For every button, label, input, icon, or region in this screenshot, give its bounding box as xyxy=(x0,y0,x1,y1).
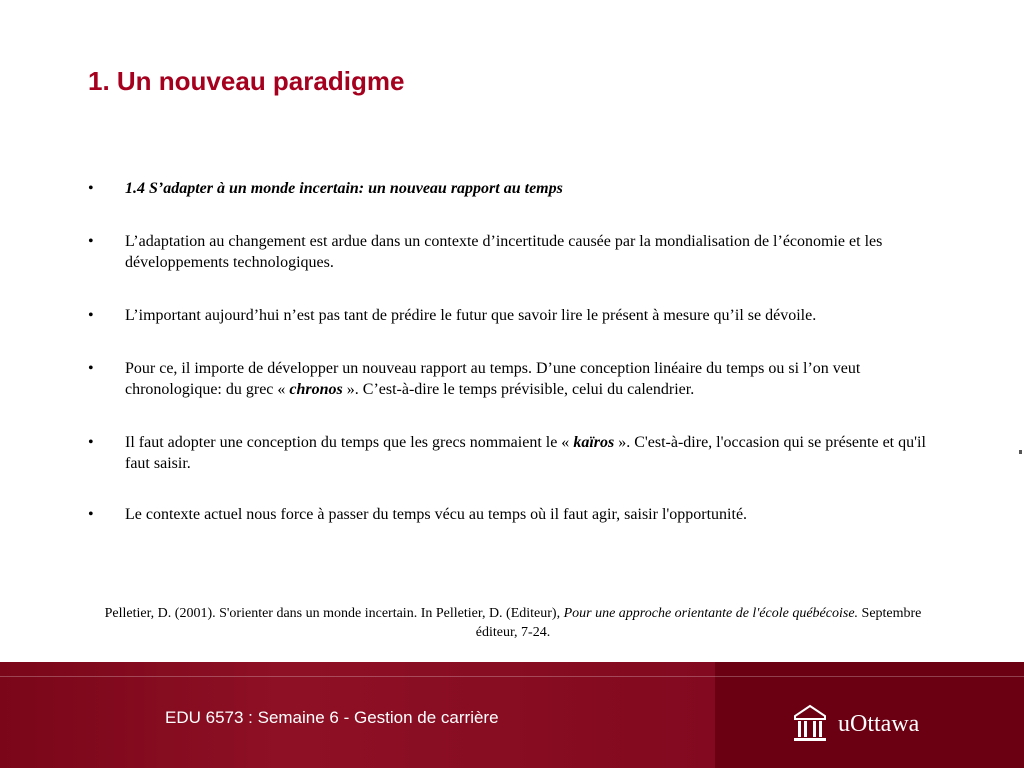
bullet-text: L’adaptation au changement est ardue dans un contexte d’incertitude causée par la mondialisation de l’économie et les développements technologiques. xyxy=(125,233,883,271)
bullet-item xyxy=(88,358,938,400)
citation xyxy=(88,604,938,642)
bullet-text: L’important aujourd’hui n’est pas tant de prédire le futur que savoir lire le présent à mesure qu’il se dévoile. xyxy=(125,307,817,324)
citation-publisher: Septembre éditeur, 7-24. xyxy=(475,606,922,640)
bullet-marker: • xyxy=(88,180,94,197)
university-building-icon xyxy=(792,704,828,744)
bullet-text: Pour ce, il importe de développer un nouveau rapport au temps. D’une conception linéaire du temps ou si l’on veut chronologique: du grec « xyxy=(125,360,861,398)
bullet-item xyxy=(88,178,938,199)
bullet-marker: • xyxy=(88,360,94,377)
bullet-text-cont: ». C’est-à-dire le temps prévisible, celui du calendrier. xyxy=(342,381,695,398)
citation-title: Pour une approche orientante de l'école québécoise. xyxy=(563,606,859,621)
bullet-text: Le contexte actuel nous force à passer du temps vécu au temps où il faut agir, saisir l'opportunité. xyxy=(125,506,748,523)
emphasis-kairos: kaïros xyxy=(573,434,615,451)
bullet-item xyxy=(88,432,938,474)
emphasis-chronos: chronos xyxy=(289,381,343,398)
logo-wordmark: uOttawa xyxy=(838,710,920,737)
citation-text: Pelletier, D. (2001). S'orienter dans un monde incertain. In Pelletier, D. (Editeur), xyxy=(104,606,564,621)
bullet-marker: • xyxy=(88,434,94,451)
bullet-marker: • xyxy=(88,506,94,523)
edge-mark xyxy=(1019,450,1022,454)
bullet-text: Il faut adopter une conception du temps que les grecs nommaient le « xyxy=(125,434,574,451)
bullet-list xyxy=(88,178,938,525)
bullet-marker: • xyxy=(88,233,94,250)
bullet-item xyxy=(88,231,938,273)
footer-bar xyxy=(0,662,1024,768)
slide-title: 1. Un nouveau paradigme xyxy=(88,66,405,96)
course-label: EDU 6573 : Semaine 6 - Gestion de carrière xyxy=(165,708,499,727)
uottawa-logo xyxy=(792,702,919,746)
bullet-text-cont: ». C'est-à-dire, l'occasion qui se présente et qu'il faut saisir. xyxy=(125,434,926,472)
footer-divider xyxy=(0,676,1024,677)
bullet-item xyxy=(88,504,938,525)
section-heading: 1.4 S’adapter à un monde incertain: un nouveau rapport au temps xyxy=(125,180,563,197)
bullet-item xyxy=(88,305,938,326)
bullet-marker: • xyxy=(88,307,94,324)
